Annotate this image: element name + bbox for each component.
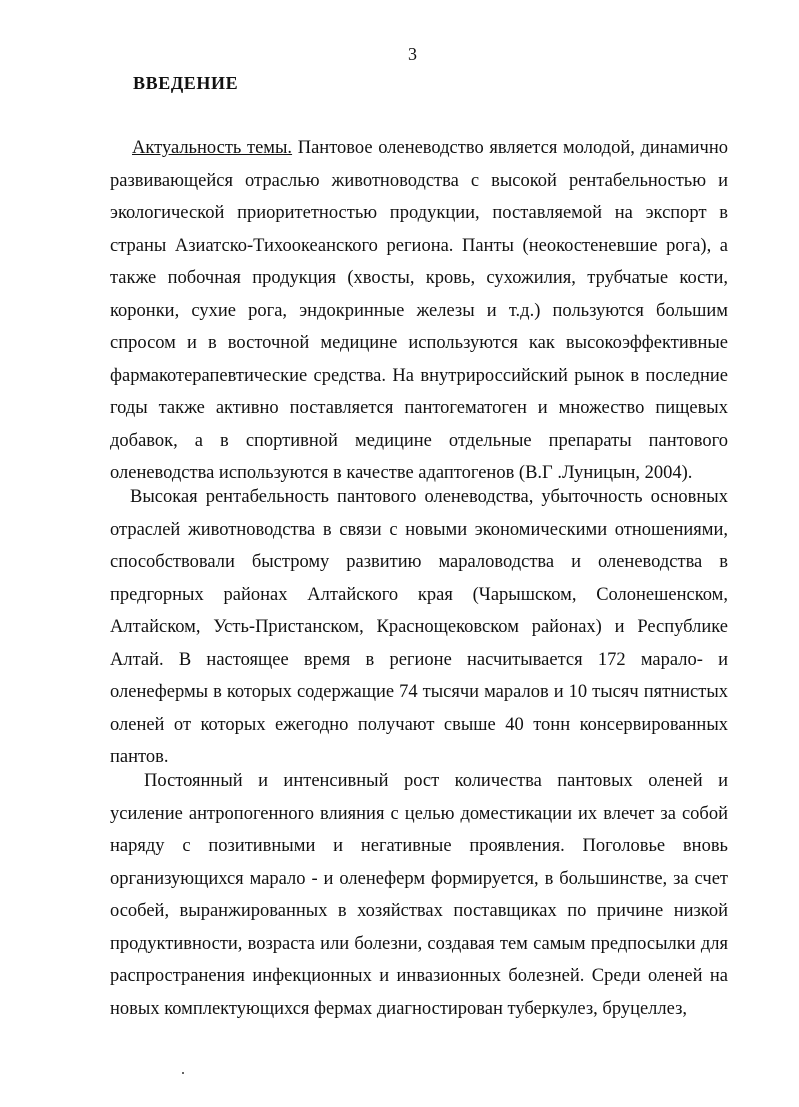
scan-speck (182, 1072, 184, 1074)
section-heading: ВВЕДЕНИЕ (133, 73, 239, 93)
paragraph-growth: Постоянный и интенсивный рост количества пантовых оленей и усиление антропогенного влияния с целью доместикации их влечет за собой наряду с позитивными и негативные проявления. Поголовье вновь организующихся марало - и оленеферм формируется, в большинстве, за счет особей, выранжированных в хозяйствах поставщиках по причине низкой продуктивности, возраста или болезни, создавая тем самым предпосылки для распространения инфекционных и инвазионных болезней. Среди оленей на новых комплектующихся фермах диагностирован туберкулез, бруцеллез, (110, 771, 728, 1019)
paragraph-relevance (110, 132, 728, 490)
page-number: 3 (408, 44, 417, 64)
paragraph-relevance-text: Пантовое оленеводство является молодой, динамично развивающейся отраслью животноводства с высокой рентабельностью и экологической приоритетностью продукции, поставляемой на экспорт в страны Азиатско-Тихоокеанского региона. Панты (неокостеневшие рога), а также побочная продукция (хвосты, кровь, сухожилия, трубчатые кости, коронки, сухие рога, эндокринные железы и т.д.) пользуются большим спросом и в восточной медицине используются как высокоэффективные фармакотерапевтические средства. На внутрироссийский рынок в последние годы также активно поставляется пантогематоген и множество пищевых добавок, а в спортивной медицине отдельные препараты пантового оленеводства используются в качестве адаптогенов (В.Г .Луницын, 2004). (110, 138, 728, 483)
paragraph-profitability: Высокая рентабельность пантового оленеводства, убыточность основных отраслей животноводства в связи с новыми экономическими отношениями, способствовали быстрому развитию мараловодства и оленеводства в предгорных районах Алтайского края (Чарышском, Солонешенском, Алтайском, Усть-Пристанском, Краснощековском районах) и Республике Алтай. В настоящее время в регионе насчитывается 172 марало- и оленефермы в которых содержащие 74 тысячи маралов и 10 тысяч пятнистых оленей от которых ежегодно получают свыше 40 тонн консервированных пантов. (110, 487, 728, 767)
paragraph-lead-term: Актуальность темы. (132, 138, 293, 158)
